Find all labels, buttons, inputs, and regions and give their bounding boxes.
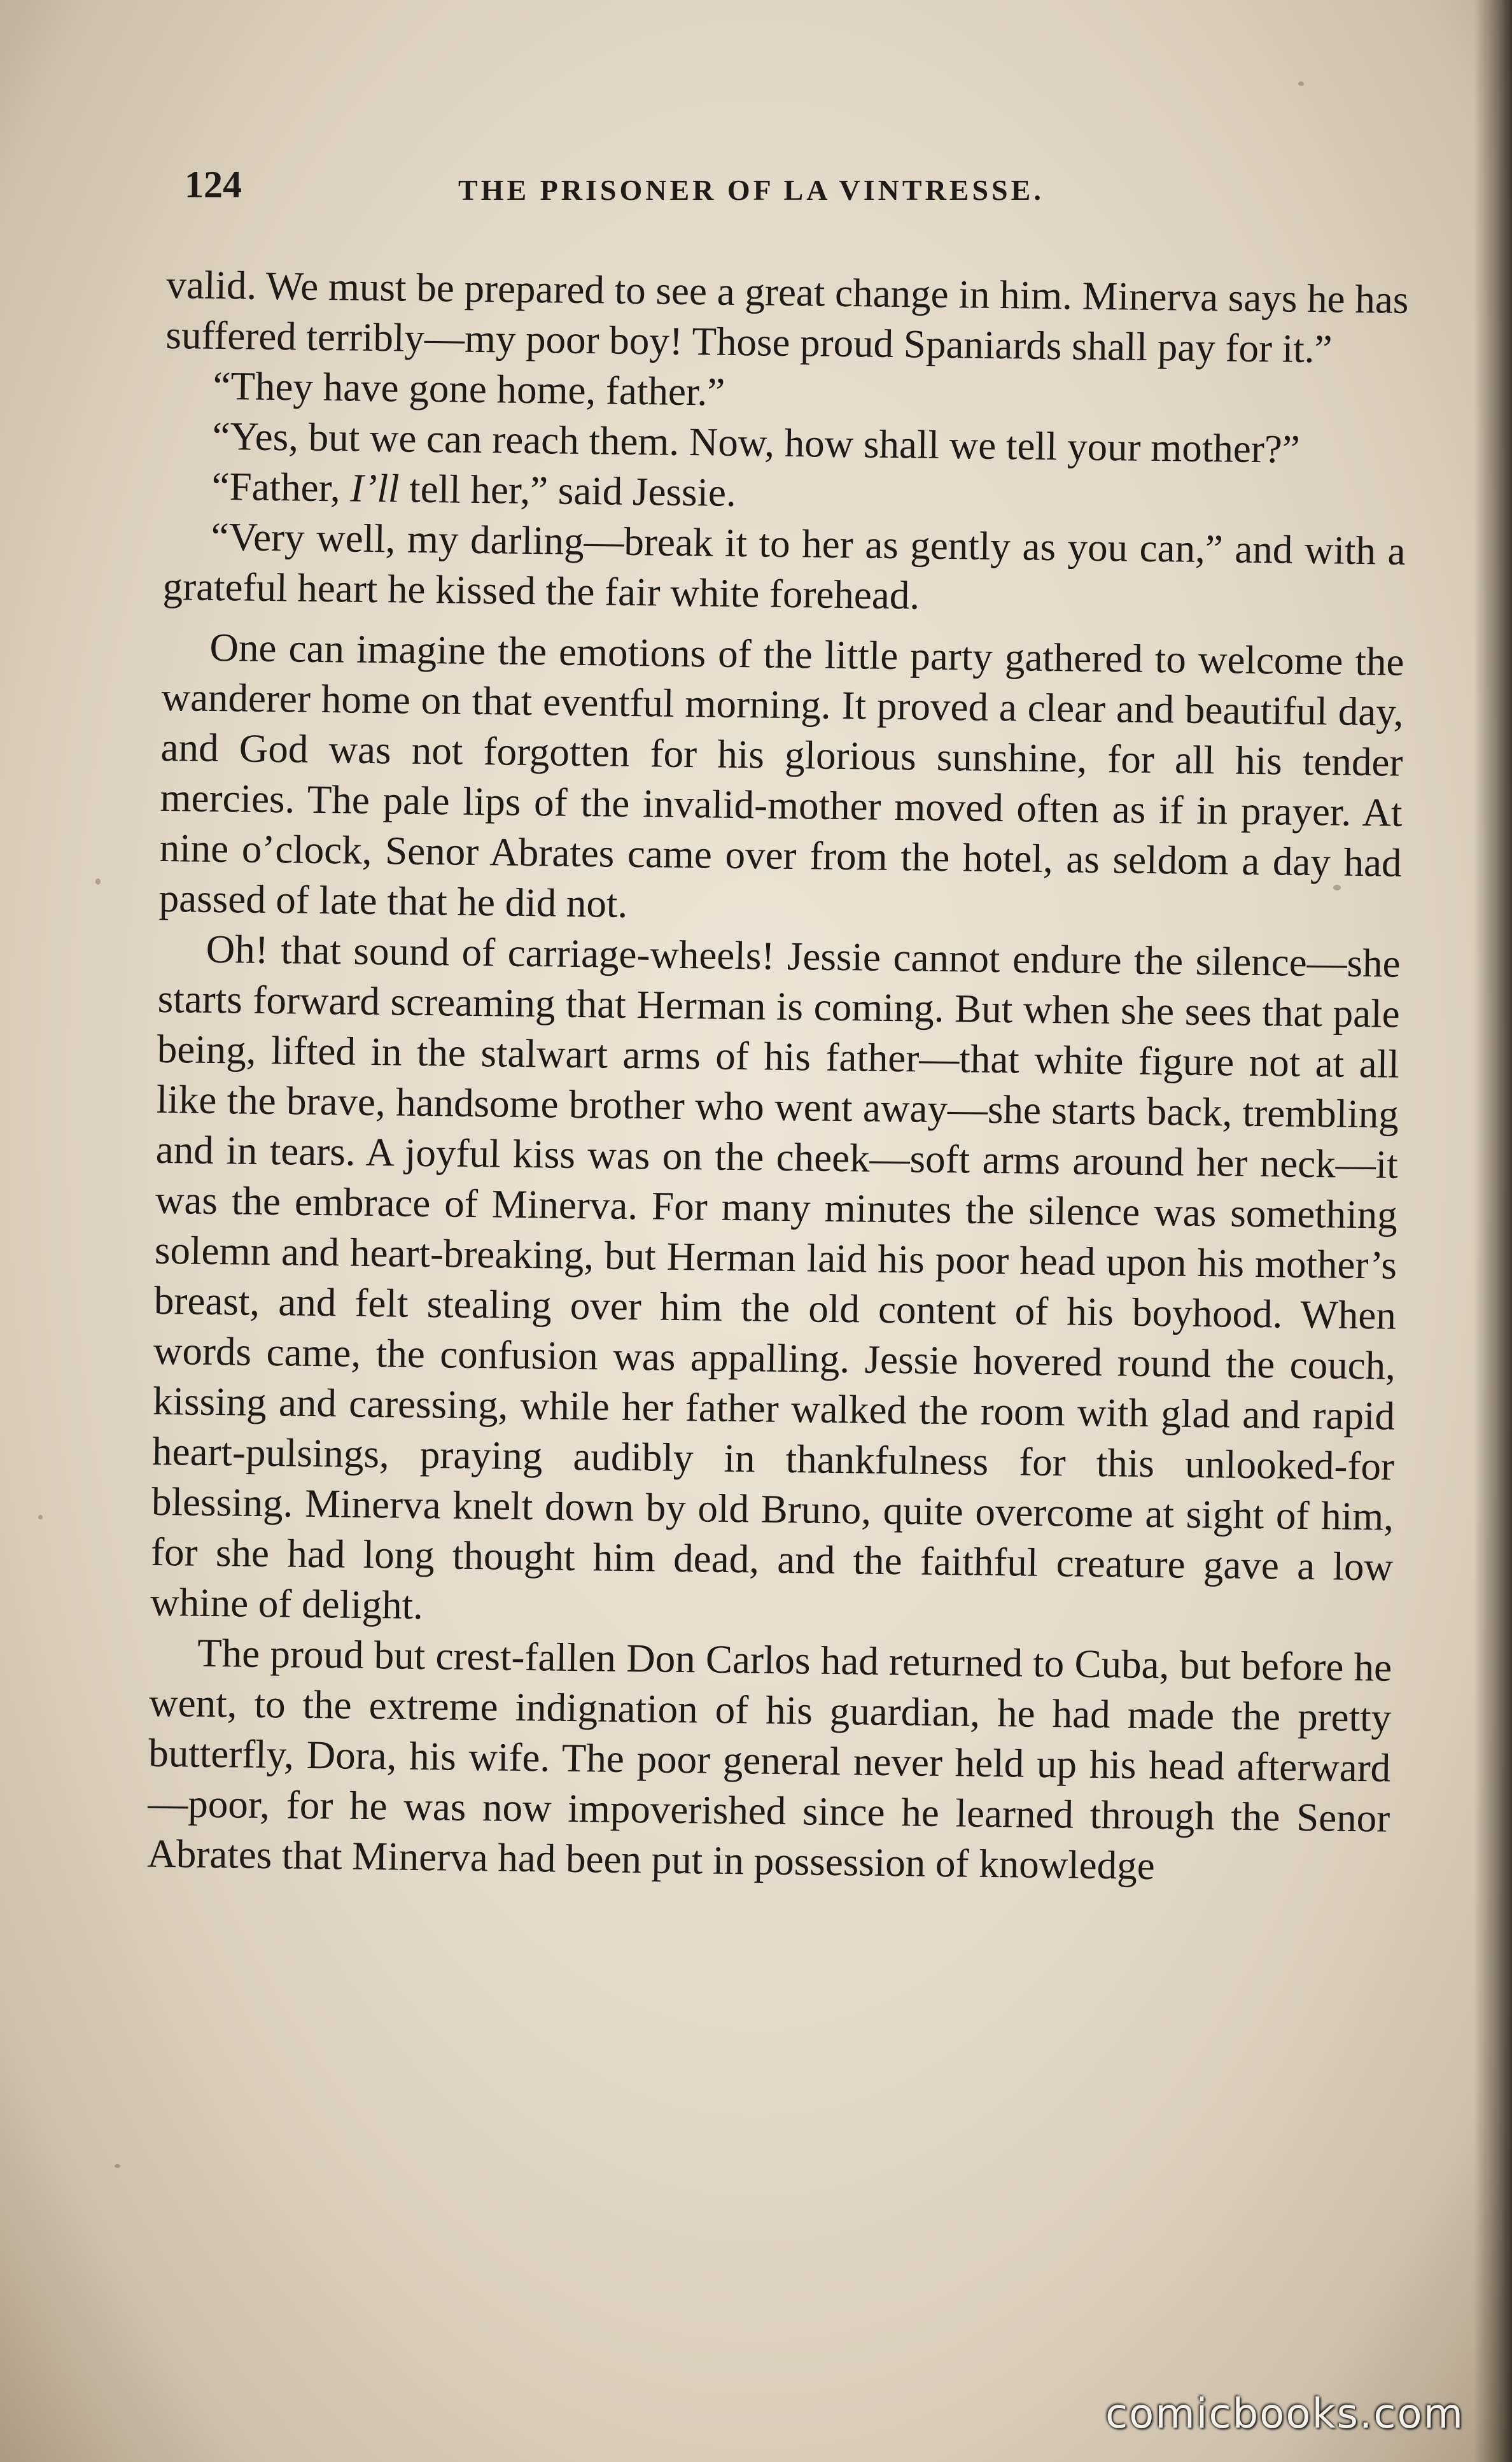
paragraph: The proud but crest-fallen Don Carlos had returned to Cuba, but before he went, to the extreme indignation of his guardian, he had made the pretty butterfly, Dora, his wife. The poor general never held up his head afterward—poor, for he was now impoverished since he learned through the Senor Abrates that Minerva had been put in possession of knowledge [146,1630,1392,1889]
paragraph: “They have gone home, father.” [213,363,725,414]
page-header [178,159,1145,216]
paper-speck [95,878,101,885]
paper-speck [115,2164,120,2168]
paragraph: Oh! that sound of carriage-wheels! Jessie cannot endure the silence—she starts forward screaming that Herman is coming. But when she sees that pale being, lifted in the stalwart arms of his father—that white figure not at all like the brave, handsome brother who went away—she starts back, trembling and in tears. A joyful kiss was on the cheek—soft arms around her neck—it was the embrace of Minerva. For many minutes the silence was something solemn and heart-breaking, but Herman laid his poor head upon his mother’s breast, and felt stealing over him the old content of his boyhood. When words came, the confusion was appalling. Jessie hovered round the couch, kissing and caressing, while her father walked the room with glad and rapid heart-pulsings, praying audibly in thankfulness for this unlooked-for blessing. Minerva knelt down by old Bruno, quite overcome at sight of him, for she had long thought him dead, and the faithful creature gave a low whine of delight. [150,926,1401,1628]
watermark: comicbooks.com [1105,2391,1464,2438]
page-edge-shadow [1474,0,1512,2462]
paper-speck [1298,81,1304,86]
page-number: 124 [185,164,242,206]
paragraph: One can imagine the emotions of the little party gathered to welcome the wanderer home on that eventful morning. It proved a clear and beautiful day, and God was not forgotten for his glorious sunshine, for all his tender mercies. The pale lips of the invalid-mother moved often as if in prayer. At nine o’clock, Senor Abrates came over from the hotel, as seldom a day had passed of late that he did not. [158,624,1404,926]
paragraph-segment: “Father, [211,463,351,510]
paper-speck [38,1515,43,1519]
paragraph: “Yes, but we can reach them. Now, how shall we tell your mother?” [212,413,1301,472]
paragraph: valid. We must be prepared to see a great change in him. Minerva says he has suffered terribly—my poor boy! Those proud Spaniards shall pay for it.” [165,262,1409,372]
emphasized-word: I’ll [350,465,400,511]
paragraph-segment: tell her,” said Jessie. [399,466,737,515]
running-title: THE PRISONER OF LA VINTRESSE. [458,174,1044,206]
body-text [147,260,1409,1894]
paragraph: “Very well, my darling—break it to her as gently as you can,” and with a grateful heart he kissed the fair white forehead. [162,514,1406,618]
